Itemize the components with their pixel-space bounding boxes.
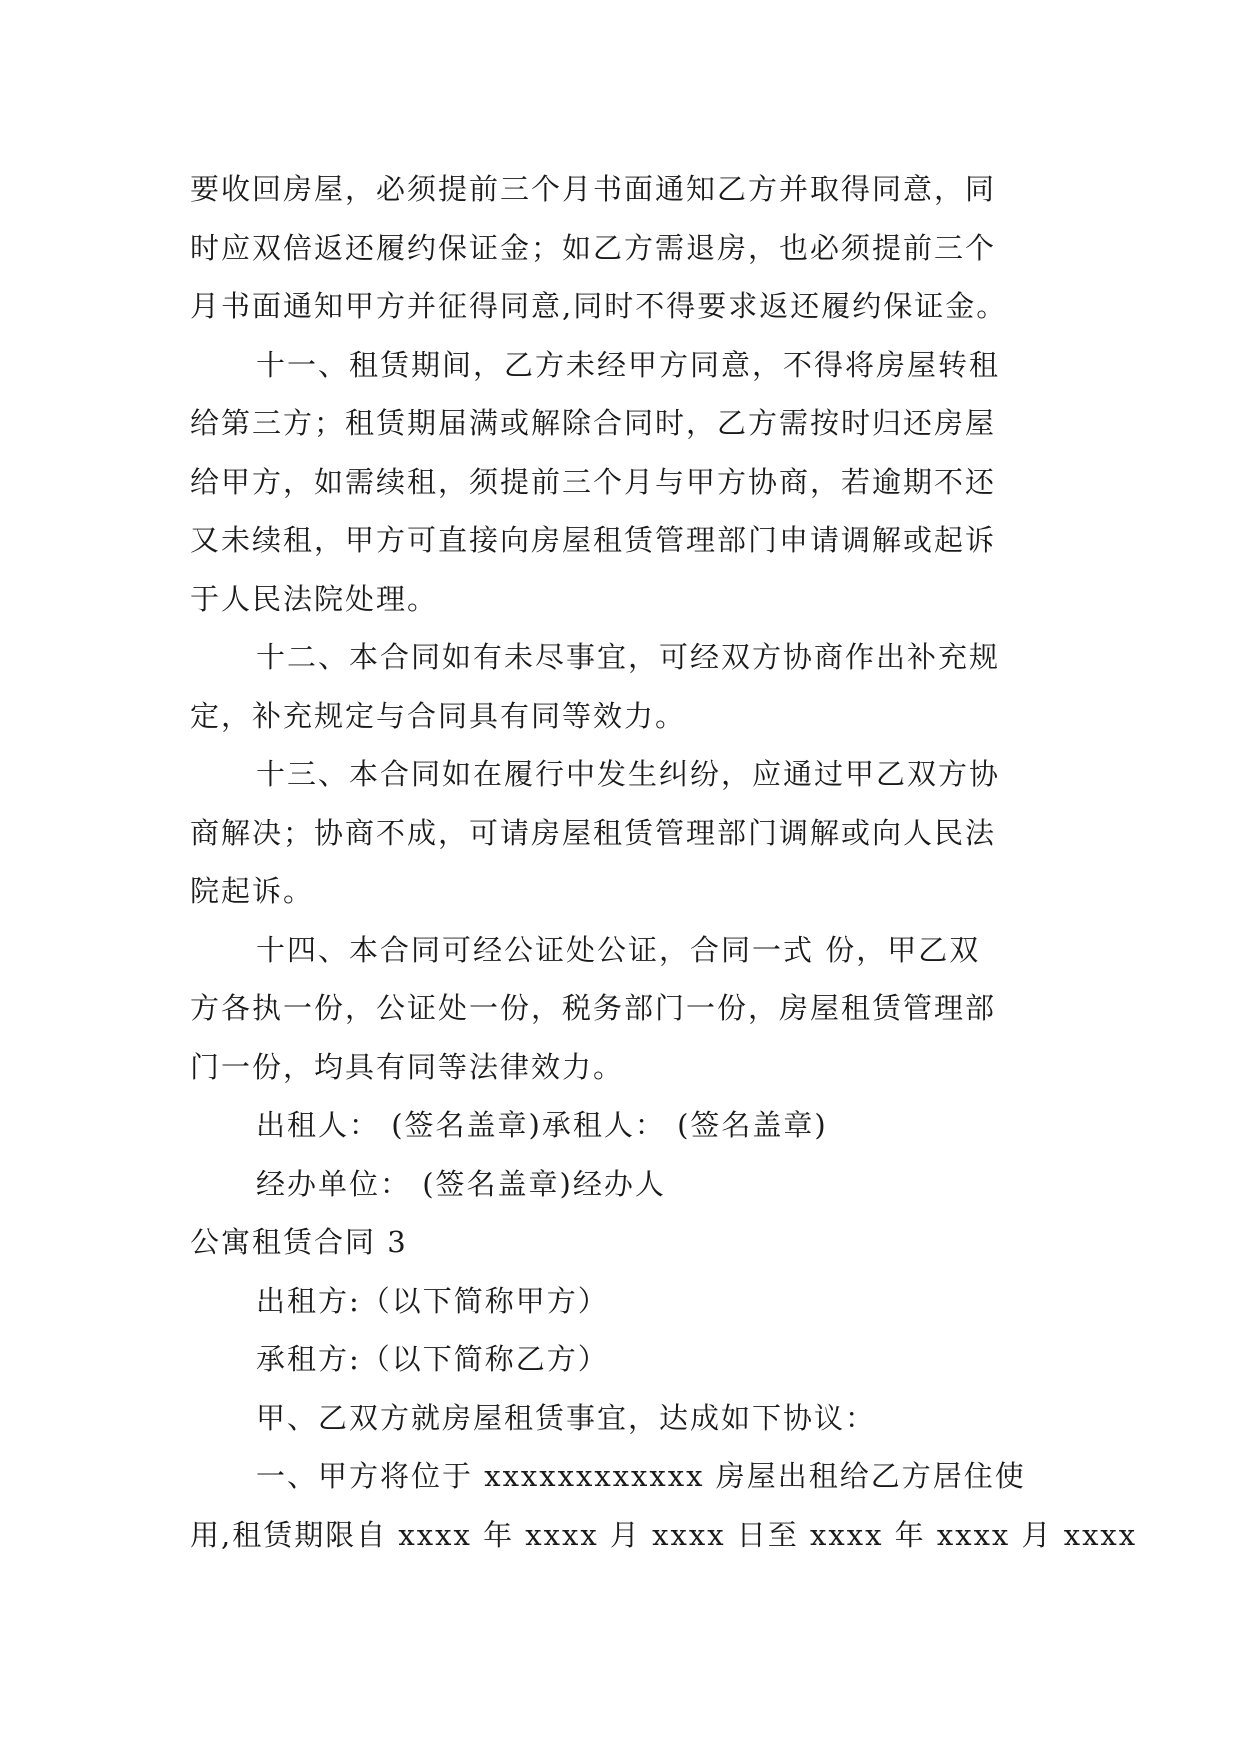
- clause-12-line: 十二、本合同如有未尽事宜，可经双方协商作出补充规: [256, 640, 1001, 674]
- text-line: 商解决；协商不成，可请房屋租赁管理部门调解或向人民法: [190, 815, 997, 850]
- text-line: 用,租赁期限自 xxxx 年 xxxx 月 xxxx 日至 xxxx 年 xxxx 月 xxxx: [190, 1517, 1138, 1552]
- text-line: 定，补充规定与合同具有同等效力。: [190, 698, 687, 733]
- text-line: 门一份，均具有同等法律效力。: [190, 1049, 625, 1084]
- text-line: 方各执一份，公证处一份，税务部门一份，房屋租赁管理部: [190, 991, 997, 1025]
- text-line: 月书面通知甲方并征得同意,同时不得要求返还履约保证金。: [190, 289, 1008, 323]
- section-heading: 公寓租赁合同 3: [190, 1225, 408, 1259]
- agent-signature-line: 经办单位： (签名盖章)经办人: [256, 1166, 666, 1201]
- clause-14-line: 十四、本合同可经公证处公证，合同一式 份，甲乙双: [256, 932, 981, 967]
- clause-11-line: 十一、租赁期间，乙方未经甲方同意，不得将房屋转租: [256, 347, 1001, 382]
- clause-1-line: 一、甲方将位于 xxxxxxxxxxxx 房屋出租给乙方居住使: [256, 1459, 1026, 1493]
- lessor-line: 出租方:（以下简称甲方）: [256, 1283, 609, 1318]
- text-line: 于人民法院处理。: [190, 581, 439, 616]
- document-body: [190, 160, 1138, 1564]
- text-line: 给甲方，如需续租，须提前三个月与甲方协商，若逾期不还: [190, 464, 997, 499]
- agreement-intro-line: 甲、乙双方就房屋租赁事宜，达成如下协议：: [256, 1400, 877, 1435]
- lessee-line: 承租方:（以下简称乙方）: [256, 1342, 609, 1376]
- text-line: 又未续租，甲方可直接向房屋租赁管理部门申请调解或起诉: [190, 523, 997, 557]
- text-line: 院起诉。: [190, 874, 315, 908]
- text-line: 时应双倍返还履约保证金；如乙方需退房，也必须提前三个: [190, 230, 997, 265]
- text-line: 给第三方；租赁期届满或解除合同时，乙方需按时归还房屋: [190, 406, 997, 440]
- clause-13-line: 十三、本合同如在履行中发生纠纷，应通过甲乙双方协: [256, 757, 1001, 791]
- text-line: 要收回房屋，必须提前三个月书面通知乙方并取得同意，同: [190, 172, 997, 206]
- signature-line: 出租人： (签名盖章)承租人： (签名盖章): [256, 1108, 828, 1142]
